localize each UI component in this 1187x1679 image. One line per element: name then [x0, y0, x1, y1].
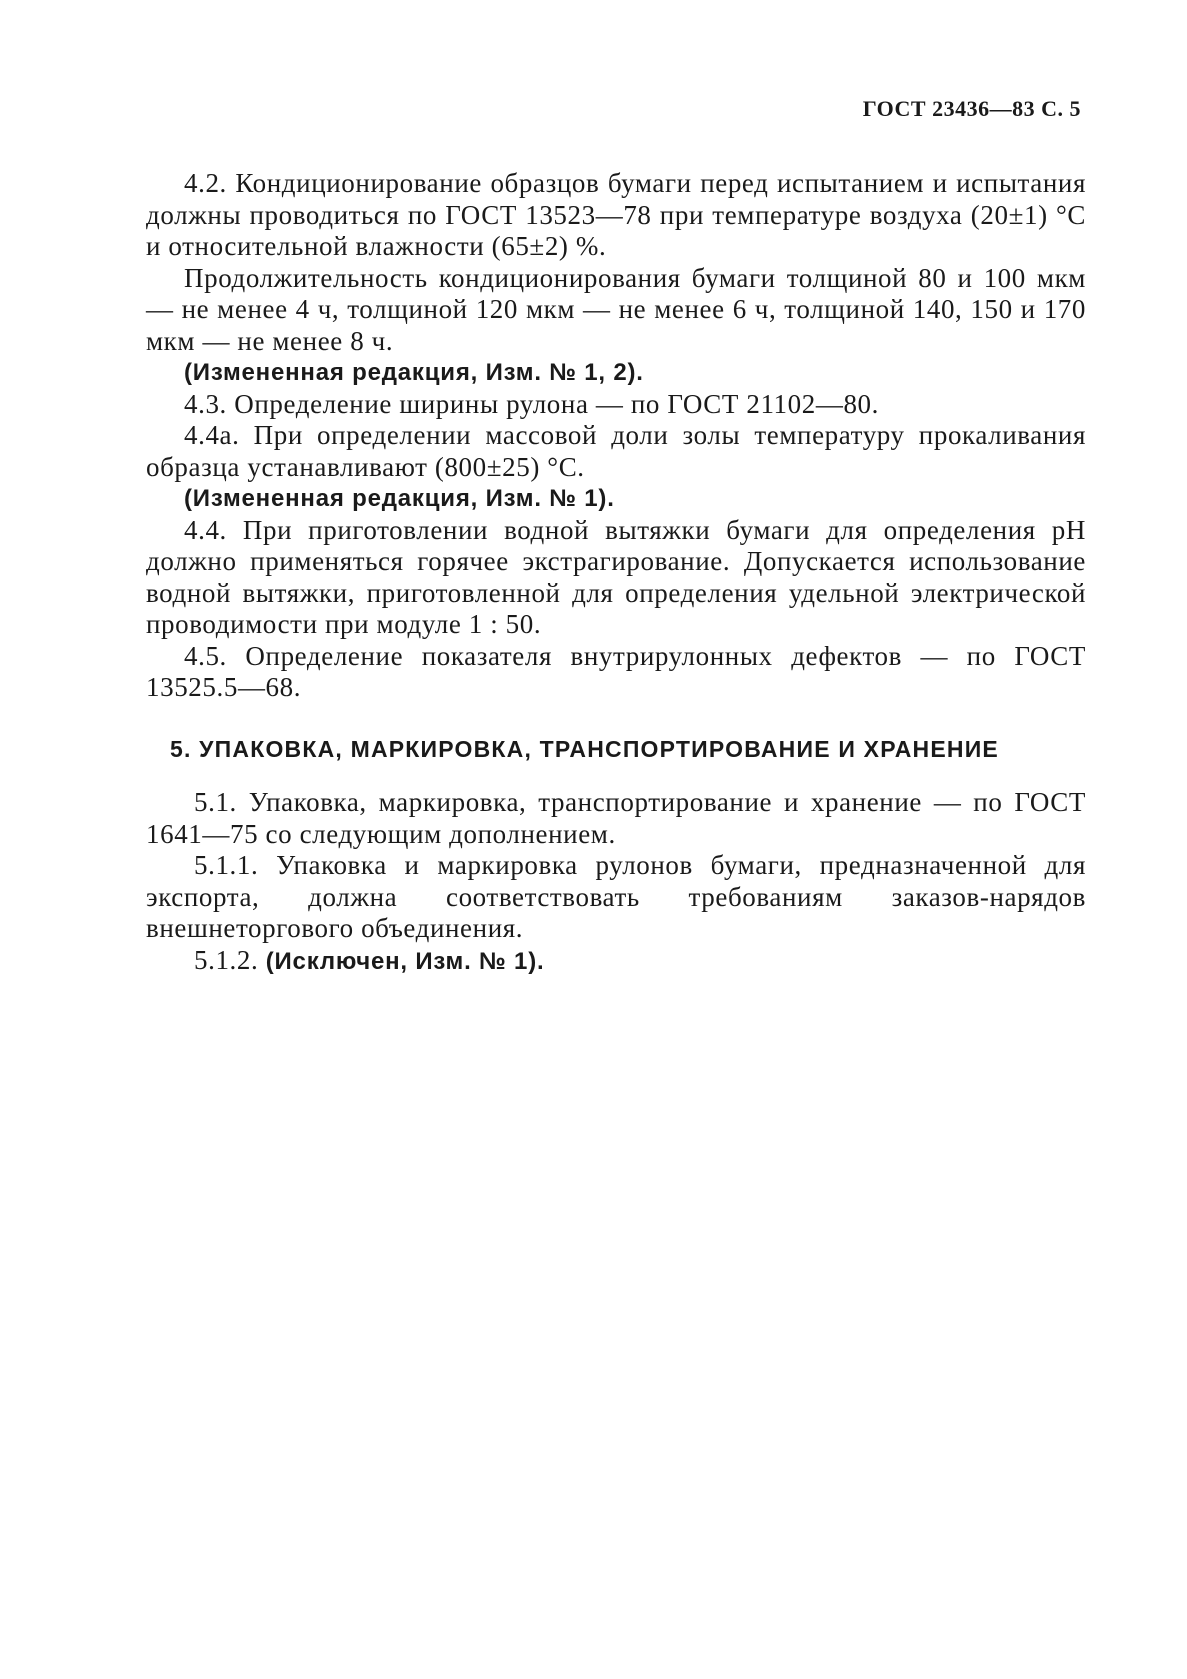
amendment-note: (Измененная редакция, Изм. № 1, 2). [184, 359, 644, 386]
paragraph-conditioning-duration: Продолжительность кондиционирования бумаги толщиной 80 и 100 мкм — не менее 4 ч, толщиной 120 мкм — не менее 6 ч, толщиной 140, 150 и 170 мкм — не менее 8 ч. [146, 262, 1086, 356]
paragraph-4-4: 4.4. При приготовлении водной вытяжки бумаги для определения pH должно применяться горячее экстрагирование. Допускается использование водной вытяжки, приготовленной для определения удельной электрической проводимости при модуле 1 : 50. [146, 514, 1086, 639]
running-header: ГОСТ 23436—83 С. 5 [862, 96, 1081, 121]
paragraph-4-3: 4.3. Определение ширины рулона — по ГОСТ 21102—80. [184, 388, 879, 419]
excluded-note: (Исключен, Изм. № 1). [265, 947, 545, 975]
paragraph-4-5: 4.5. Определение показателя внутрирулонных дефектов — по ГОСТ 13525.5—68. [146, 640, 1086, 702]
document-body [146, 168, 1086, 977]
paragraph-5-1: 5.1. Упаковка, маркировка, транспортирование и хранение — по ГОСТ 1641—75 со следующим дополнением. [146, 787, 1086, 849]
amendment-note: (Измененная редакция, Изм. № 1). [184, 485, 615, 512]
clause-number: 5.1.2. [194, 944, 259, 975]
paragraph-5-1-1: 5.1.1. Упаковка и маркировка рулонов бумаги, предназначенной для экспорта, должна соответствовать требованиям заказов-нарядов внешнеторгового объединения. [146, 850, 1086, 943]
paragraph-4-4a: 4.4а. При определении массовой доли золы температуру прокаливания образца устанавливают (800±25) °С. [146, 420, 1086, 482]
section-5-heading: 5. УПАКОВКА, МАРКИРОВКА, ТРАНСПОРТИРОВАНИЕ И ХРАНЕНИЕ [170, 735, 999, 762]
paragraph-4-2: 4.2. Кондиционирование образцов бумаги перед испытанием и испытания должны проводиться по ГОСТ 13523—78 при температуре воздуха (20±1) °С и относительной влажности (65±2) %. [146, 168, 1086, 261]
paragraph-5-1-2 [146, 945, 1086, 978]
